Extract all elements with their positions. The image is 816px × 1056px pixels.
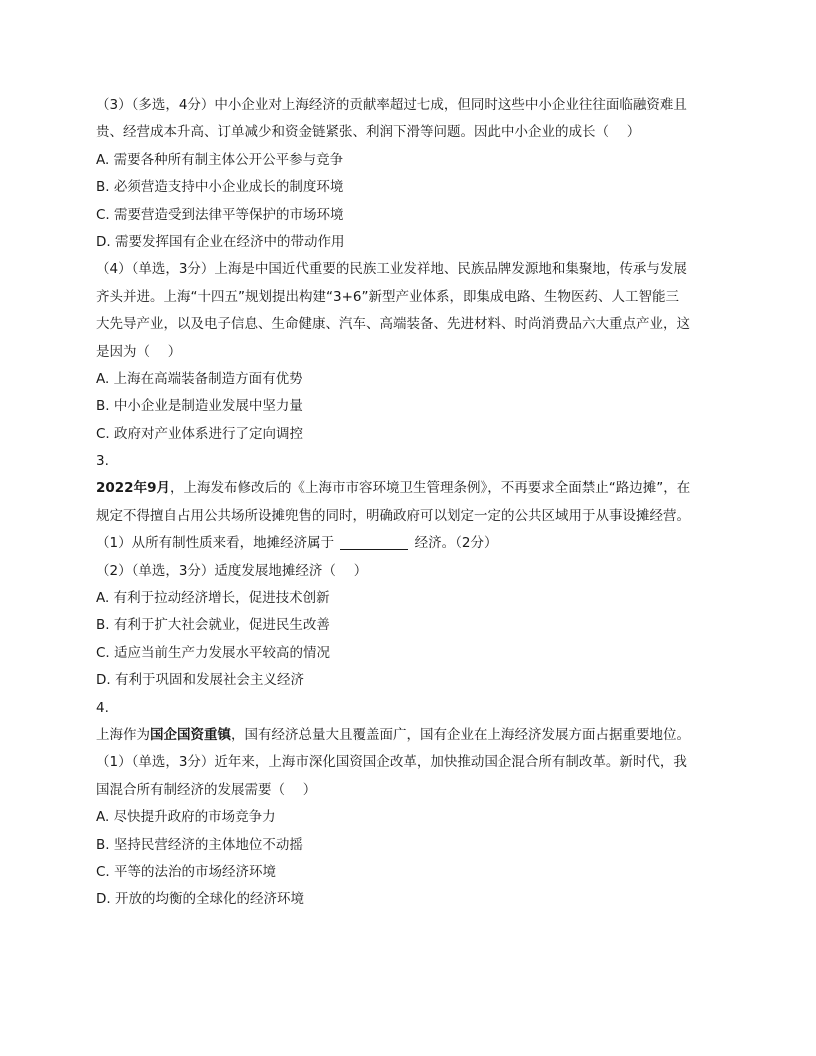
q4-stem-line-3: 大先导产业，以及电子信息、生命健康、汽车、高端装备、先进材料、时尚消费品六大重点产业，这 [96,316,690,333]
question-3-material-line-2: 规定不得擅自占用公共场所设摊兜售的同时，明确政府可以划定一定的公共区域用于从事设摊经营。 [96,507,690,524]
question-3-option-d: D. 有利于巩固和发展社会主义经济 [96,672,304,689]
question-3-sub-2-stem: （2）（单选，3分）适度发展地摊经济（ ） [96,562,368,579]
q4-option-a: A. 上海在高端装备制造方面有优势 [96,370,303,387]
q4-stem-line-2: 齐头并进。上海“十四五”规划提出构建“3+6”新型产业体系，即集成电路、生物医药、人工智能三 [96,288,679,305]
question-4-sub-1-line-1: （1）（单选，3分）近年来，上海市深化国资国企改革，加快推动国企混合所有制改革。新时代，我 [96,754,687,771]
exam-page [96,92,724,914]
q4-option-c: C. 政府对产业体系进行了定向调控 [96,425,304,442]
material-keyword: 国企国资重镇 [150,726,231,743]
q3-stem-line-2: 贵、经营成本升高、订单减少和资金链紧张、利润下滑等问题。因此中小企业的成长（ ） [96,124,641,141]
material-prefix: 上海作为 [96,726,150,743]
q3-option-a: A. 需要各种所有制主体公开公平参与竞争 [96,151,344,168]
answer-blank[interactable] [340,535,408,550]
question-3-number: 3. [96,453,109,470]
q3-option-b: B. 必须营造支持中小企业成长的制度环境 [96,179,344,196]
q3-option-d: D. 需要发挥国有企业在经济中的带动作用 [96,233,345,250]
q4-stem-line-1: （4）（单选，3分）上海是中国近代重要的民族工业发祥地、民族品牌发源地和集聚地，传承与发展 [96,261,687,278]
material-date: 2022年9月 [96,480,170,497]
question-4-option-b: B. 坚持民营经济的主体地位不动摇 [96,836,303,853]
question-4-option-c: C. 平等的法治的市场经济环境 [96,863,277,880]
question-4-option-d: D. 开放的均衡的全球化的经济环境 [96,891,304,908]
q4-option-b: B. 中小企业是制造业发展中坚力量 [96,398,303,415]
q3-option-c: C. 需要营造受到法律平等保护的市场环境 [96,206,344,223]
question-3-material-line-1 [96,475,724,502]
question-3-sub-1 [96,530,724,557]
question-3-option-a: A. 有利于拉动经济增长，促进技术创新 [96,590,330,607]
sub-1-suffix: 经济。（2分） [410,535,498,552]
q4-stem-line-4: 是因为（ ） [96,343,182,360]
material-suffix: ，国有经济总量大且覆盖面广，国有企业在上海经济发展方面占据重要地位。 [231,726,690,743]
question-4-sub-1-line-2: 国混合所有制经济的发展需要（ ） [96,781,317,798]
q3-stem-line-1: （3）（多选，4分）中小企业对上海经济的贡献率超过七成，但同时这些中小企业往往面临融资难且 [96,97,687,113]
question-3-option-c: C. 适应当前生产力发展水平较高的情况 [96,644,331,661]
question-3-option-b: B. 有利于扩大社会就业，促进民生改善 [96,617,330,634]
question-4-option-a: A. 尽快提升政府的市场竞争力 [96,809,276,826]
question-4-material [96,722,724,749]
question-4-number: 4. [96,699,109,716]
sub-1-prompt: （1）从所有制性质来看，地摊经济属于 [96,535,339,552]
material-text: ，上海发布修改后的《上海市市容环境卫生管理条例》，不再要求全面禁止“路边摊”，在 [169,480,691,497]
